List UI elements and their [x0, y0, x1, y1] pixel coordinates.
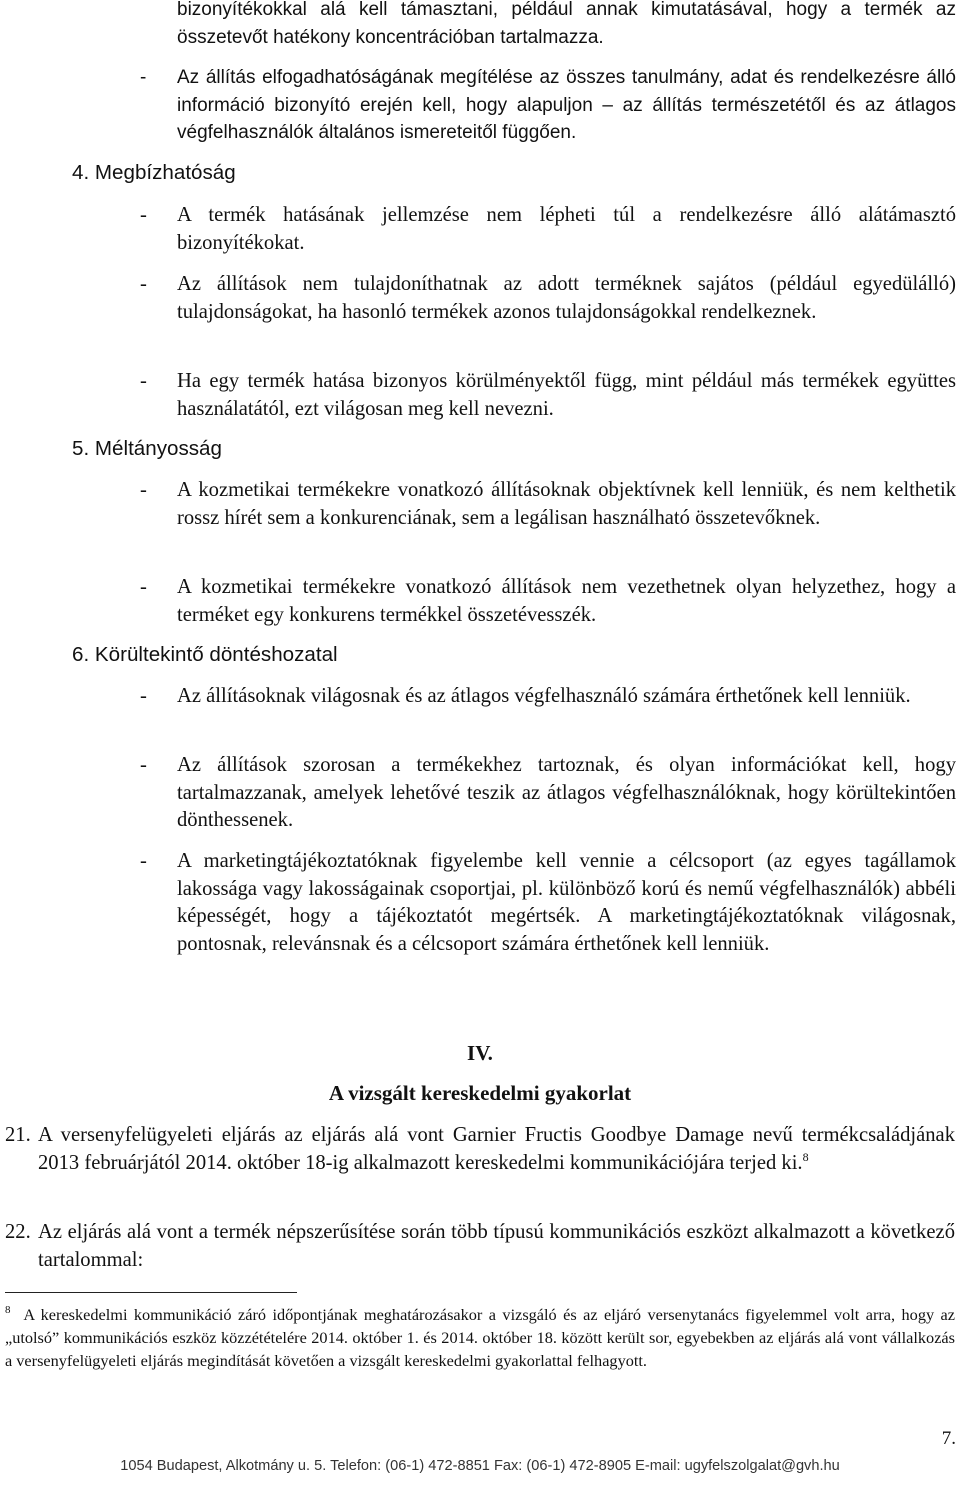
page-number: 7. [941, 1428, 956, 1449]
paragraph-number: 22. [5, 1221, 31, 1243]
bullet-item [140, 574, 956, 629]
bullet-text: A termék hatásának jellemzése nem lépheti túl a rendelkezésre álló alátámasztó bizonyítékokat. [177, 204, 956, 254]
bullet-text: Ha egy termék hatása bizonyos körülményektől függ, mint például más termékek együttes használatától, ezt világosan meg kell nevezni. [177, 370, 956, 420]
footnote-mark: 8 [5, 1304, 11, 1316]
bullet-text: Az állítások nem tulajdoníthatnak az adott terméknek sajátos (például egyedülálló) tulajdonságokat, ha hasonló termékek azonos tulajdonságokkal rendelkeznek. [177, 273, 956, 323]
bullet-dash: - [140, 850, 147, 872]
bullet-text: A kozmetikai termékekre vonatkozó állítások nem vezethetnek olyan helyzethez, hogy a terméket egy konkurens termékkel összetévesszék. [177, 576, 956, 626]
bullet-dash: - [140, 685, 147, 707]
paragraph-text [38, 1122, 955, 1177]
page-footer: 1054 Budapest, Alkotmány u. 5. Telefon: (06-1) 472-8851 Fax: (06-1) 472-8905 E-mail: ugyfelszolgalat@gvh.hu [120, 1458, 840, 1474]
chapter-title: A vizsgált kereskedelmi gyakorlat [328, 1081, 632, 1105]
bullet-text: A kozmetikai termékekre vonatkozó állításoknak objektívnek kell lenniük, és nem kelthetik rossz hírét sem a konkurenciának, sem a legálisan használható összetevőknek. [177, 479, 956, 529]
bullet-item [140, 64, 956, 147]
paragraph-number: 21. [5, 1124, 31, 1146]
bullet-item [140, 477, 956, 532]
bullet-item [140, 848, 956, 958]
continuation-text: bizonyítékokkal alá kell támasztani, például annak kimutatásával, hogy a termék az összetevőt hatékony koncentrációban tartalmazza. [177, 0, 956, 48]
bullet-dash: - [140, 370, 147, 392]
bullet-text: Az állításoknak világosnak és az átlagos végfelhasználó számára érthetőnek kell lenniük. [177, 685, 911, 707]
bullet-dash: - [140, 273, 147, 295]
bullet-text: A marketingtájékoztatóknak figyelembe kell vennie a célcsoport (az egyes tagállamok lakossága vagy lakosságainak csoportjai, pl. különböző korú és nemű végfelhasználók) abbéli képességét, hogy a tájékoztatót megértsék. A marketingtájékoztatóknak világosnak, pontosnak, relevánsnak és a célcsoport számára érthetőnek kell lenniük. [177, 850, 956, 955]
bullet-dash: - [140, 67, 147, 88]
bullet-dash: - [140, 576, 147, 598]
bullet-text: Az állítások szorosan a termékekhez tartoznak, és olyan információkat kell, hogy tartalmazzanak, amelyek lehetővé teszik az átlagos végfelhasználóknak, hogy körültekintően dönthessenek. [177, 754, 956, 831]
footnote-text: A kereskedelmi kommunikáció záró időpontjának meghatározásakor a vizsgáló és az eljáró versenytanács figyelemmel volt arra, hogy az „utolsó” kommunikációs eszköz közzétételére 2014. október 1. és 2014. október 18. között került sor, egyebekben az eljárás alá vont vállalkozás a versenyfelügyeleti eljárás megindítását követően a vizsgált kereskedelmi gyakorlattal felhagyott. [5, 1305, 955, 1370]
bullet-item [140, 368, 956, 423]
bullet-item [140, 202, 956, 257]
bullet-item [140, 271, 956, 326]
paragraph-text: Az eljárás alá vont a termék népszerűsítése során több típusú kommunikációs eszközt alkalmazott a következő tartalommal: [38, 1221, 955, 1271]
bullet-dash: - [140, 479, 147, 501]
numbered-paragraph [5, 1219, 955, 1279]
bullet-item [140, 752, 956, 835]
chapter-number: IV. [467, 1041, 493, 1065]
bullet-dash: - [140, 754, 147, 776]
paragraph-body: A versenyfelügyeleti eljárás az eljárás alá vont Garnier Fructis Goodbye Damage nevű termékcsaládjának 2013 februárjától 2014. október 18-ig alkalmazott kereskedelmi kommunikációjára terjed ki. [38, 1124, 955, 1174]
bullet-dash: - [140, 204, 147, 226]
section-heading-4: 4. Megbízhatóság [72, 161, 236, 184]
footnote [5, 1303, 955, 1372]
section-heading-5: 5. Méltányosság [72, 437, 222, 460]
footnote-separator [5, 1292, 297, 1293]
numbered-paragraph [5, 1122, 955, 1212]
section-heading-6: 6. Körültekintő döntéshozatal [72, 643, 338, 666]
footnote-reference: 8 [802, 1149, 809, 1164]
bullet-item [140, 683, 956, 711]
bullet-text: Az állítás elfogadhatóságának megítélése az összes tanulmány, adat és rendelkezésre álló információ bizonyító erején kell, hogy alapuljon – az állítás természetétől és az átlagos végfelhasználók általános ismereteitől függően. [177, 67, 956, 143]
